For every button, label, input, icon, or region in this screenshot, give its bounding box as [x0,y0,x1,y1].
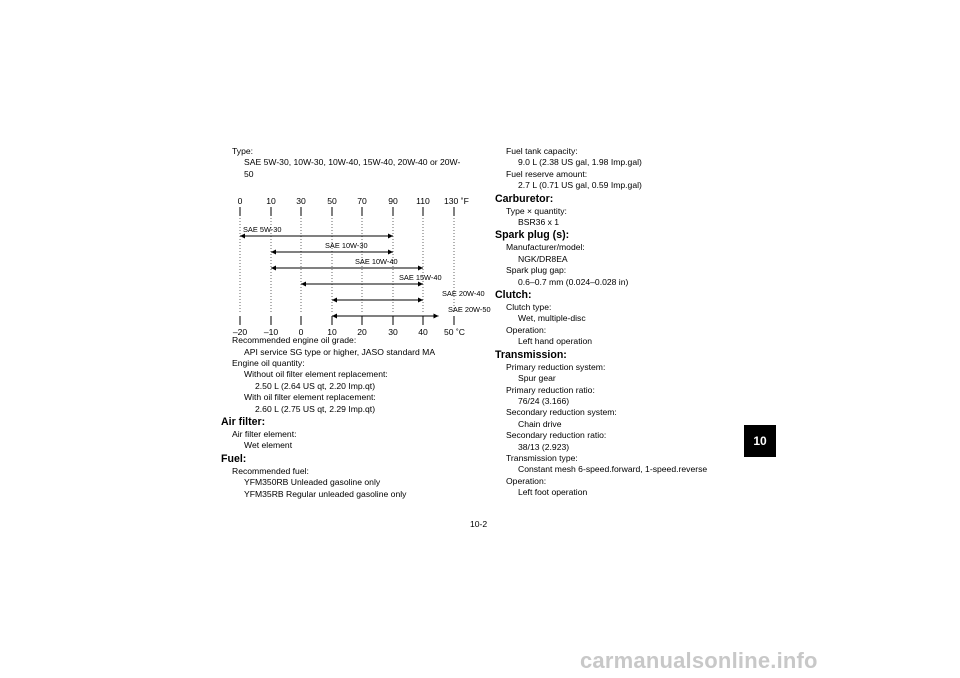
clutch-heading: Clutch: [495,289,532,302]
range-arrowhead [388,250,393,255]
spark-plug-heading: Spark plug (s): [495,229,570,242]
fahrenheit-tick-label: 90 [388,196,398,206]
series-label: SAE 20W-40 [442,289,485,298]
fahrenheit-tick-label: 130 ˚F [444,196,469,206]
secondary-ratio-value: 38/13 (2.923) [518,441,570,452]
carb-type-value: BSR36 x 1 [518,217,560,228]
range-arrowhead [332,298,337,303]
series-label: SAE 10W-30 [325,241,368,250]
range-arrowhead [271,266,276,271]
celsius-tick-label: 0 [298,327,304,337]
plug-gap-label: Spark plug gap: [506,265,567,276]
oil-viscosity-chart [222,194,491,344]
range-arrowhead [301,282,306,287]
fahrenheit-tick-label: 70 [357,196,367,206]
fahrenheit-tick-label: 30 [296,196,306,206]
primary-system-value: Spur gear [518,373,556,384]
plug-gap-value: 0.6–0.7 mm (0.024–0.028 in) [518,276,629,287]
without-filter-value: 2.50 L (2.64 US qt, 2.20 Imp.qt) [255,380,376,391]
fuel-heading: Fuel: [221,452,247,465]
series-label: SAE 15W-40 [399,273,442,282]
fahrenheit-tick-label: 50 [327,196,337,206]
with-filter-value: 2.60 L (2.75 US qt, 2.29 Imp.qt) [255,403,376,414]
secondary-ratio-label: Secondary reduction ratio: [506,430,607,441]
plug-manufacturer-value: NGK/DR8EA [518,253,568,264]
rec-grade-value: API service SG type or higher, JASO standard MA [244,346,436,357]
celsius-tick-label: 20 [357,327,367,337]
air-filter-label: Air filter element: [232,429,297,440]
celsius-tick-label: –20 [232,327,248,337]
fuel-tank-label: Fuel tank capacity: [506,146,578,156]
fuel-tank-value: 9.0 L (2.38 US gal, 1.98 Imp.gal) [518,157,642,168]
chapter-tab: 10 [744,425,776,457]
viscosity-range-bar [271,241,393,255]
range-arrowhead [388,234,393,239]
oil-type-label: Type: [232,146,254,156]
range-arrowhead [332,314,337,319]
plug-manufacturer-label: Manufacturer/model: [506,242,585,253]
celsius-tick-label: –10 [263,327,279,337]
transmission-heading: Transmission: [495,348,567,361]
fahrenheit-tick-label: 10 [266,196,276,206]
fahrenheit-tick-label: 110 [416,196,430,206]
series-label: SAE 10W-40 [355,257,398,266]
primary-system-label: Primary reduction system: [506,361,606,372]
primary-ratio-value: 76/24 (3.166) [518,395,570,406]
celsius-tick-label: 50 ˚C [444,327,466,337]
transmission-type-label: Transmission type: [506,452,578,463]
range-arrowhead [418,282,423,287]
oil-quantity-label: Engine oil quantity: [232,358,305,369]
rec-fuel-label: Recommended fuel: [232,465,309,476]
clutch-operation-label: Operation: [506,324,547,335]
primary-ratio-label: Primary reduction ratio: [506,384,595,395]
rec-fuel-value-1: YFM350RB Unleaded gasoline only [244,477,381,488]
without-filter-label: Without oil filter element replacement: [244,369,388,380]
viscosity-range-bar [271,257,423,271]
range-arrowhead [240,234,245,239]
rec-fuel-value-2: YFM35RB Regular unleaded gasoline only [244,488,407,499]
oil-type-value-line1: SAE 5W-30, 10W-30, 10W-40, 15W-40, 20W-40 or 20W- [244,157,461,168]
clutch-type-value: Wet, multiple-disc [518,313,586,324]
range-arrowhead [418,298,423,303]
transmission-operation-value: Left foot operation [518,487,588,498]
secondary-system-label: Secondary reduction system: [506,407,617,418]
viscosity-range-bar [332,305,491,319]
transmission-type-value: Constant mesh 6-speed.forward, 1-speed.reverse [518,464,708,475]
viscosity-range-bar [240,225,393,239]
carburetor-heading: Carburetor: [495,192,554,205]
range-arrowhead [271,250,276,255]
page-number: 10-2 [470,519,488,529]
clutch-type-label: Clutch type: [506,302,552,313]
celsius-tick-label: 10 [327,327,337,337]
right-column [495,146,766,499]
rec-grade-label: Recommended engine oil grade: [232,335,357,346]
watermark: carmanualsonline.info [580,648,818,673]
range-arrowhead [418,266,423,271]
range-arrowhead [434,314,439,319]
fuel-reserve-label: Fuel reserve amount: [506,168,588,179]
celsius-tick-label: 40 [418,327,428,337]
carb-type-label: Type × quantity: [506,205,567,216]
viscosity-range-bar [332,289,485,303]
celsius-tick-label: 30 [388,327,398,337]
clutch-operation-value: Left hand operation [518,336,593,347]
fuel-reserve-value: 2.7 L (0.71 US gal, 0.59 Imp.gal) [518,180,642,191]
with-filter-label: With oil filter element replacement: [244,392,376,403]
series-label: SAE 5W-30 [243,225,282,234]
secondary-system-value: Chain drive [518,418,562,429]
air-filter-heading: Air filter: [221,416,266,429]
transmission-operation-label: Operation: [506,475,547,486]
fahrenheit-tick-label: 0 [237,196,243,206]
oil-type-value-line2: 50 [244,168,254,179]
air-filter-value: Wet element [244,440,293,451]
series-label: SAE 20W-50 [448,305,491,314]
viscosity-range-bar [301,273,442,287]
